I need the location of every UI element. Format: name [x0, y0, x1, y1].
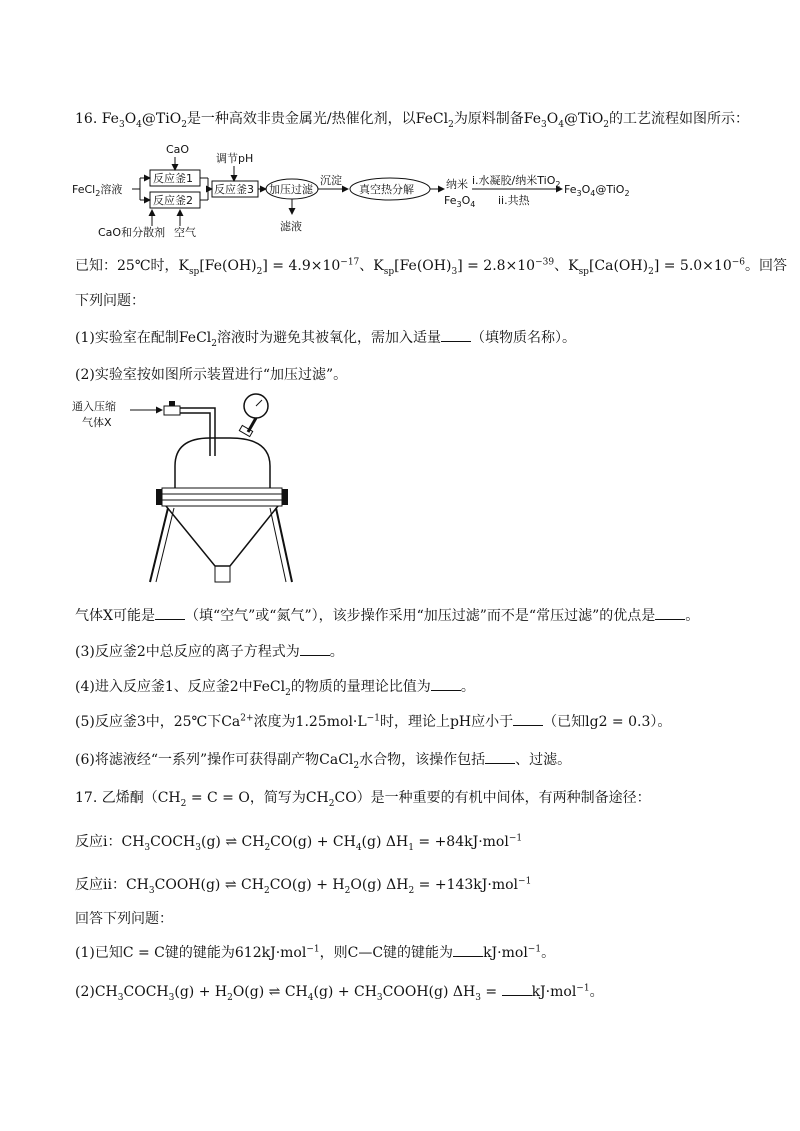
q17-reaction-1: 反应i：$CH_3COCH_3(g)$ ⇌ $CH_2CO(g) + CH_4(g) \Delta H_1 = +84kJ\cdot mol^{-1}$ [75, 833, 523, 853]
q16-part4: (4)进入反应釜1、反应釜2中FeCl$_2$的物质的量理论比值为 。 [75, 679, 475, 698]
flow-step-ii: ii.共热 [498, 194, 530, 207]
flow-nano: 纳米 [446, 178, 468, 191]
answer-blank[interactable] [513, 713, 543, 726]
q17-part1: (1)已知C = C键的键能为612kJ·mol$^{-1}$，则C—C键的键能为 kJ·mol$^{-1}$。 [75, 944, 556, 961]
q16-known-next: 下列问题： [75, 293, 145, 309]
flow-fe3o4: $Fe_3O_4$ [444, 194, 476, 209]
q16-part2: (2)实验室按如图所示装置进行“加压过滤”。 [75, 367, 348, 383]
q17-intro: 17. 乙烯酮（$CH_2 = C = O$，简写为$CH_2CO$）是一种重要的有机中间体，有两种制备途径： [75, 790, 651, 809]
flow-air: 空气 [174, 226, 196, 239]
svg-text:反应釜3: 反应釜3 [214, 183, 254, 196]
answer-blank[interactable] [300, 643, 330, 656]
answer-blank[interactable] [441, 329, 471, 342]
q16-known: 已知：25℃时，$K_{sp}[Fe(OH)_2] = 4.9\times 10^{-17}$、$K_{sp}[Fe(OH)_3] = 2.8\times 10^{-39}$、$K_{sp}[Ca(OH)_2] = 5.0\times 10^{-6}$。回答 [75, 257, 788, 277]
flow-step-i: i.水凝胶/纳米TiO$_2$ [472, 174, 561, 189]
answer-blank[interactable] [655, 607, 685, 620]
q17-answer-prompt: 回答下列问题： [75, 911, 173, 927]
answer-blank[interactable] [502, 983, 532, 996]
answer-blank[interactable] [155, 607, 185, 620]
flow-product: $Fe_3O_4@TiO_2$ [564, 183, 630, 198]
q16-part6: (6)将滤液经“一系列”操作可获得副产物CaCl$_2$水合物，该操作包括 、过滤。 [75, 752, 572, 771]
svg-text:真空热分解: 真空热分解 [359, 183, 414, 196]
q17-part2: $(2)CH_3COCH_3(g) + H_2O(g)$ ⇌ $CH_4(g)$ + $CH_3COOH(g) \Delta H_3 = kJ\cdot mol^{-1}$。 [75, 983, 604, 1003]
gas-x-label-2: 气体X [82, 416, 112, 429]
q16-part3: (3)反应釜2中总反应的离子方程式为 。 [75, 644, 344, 660]
q17-reaction-2: 反应ii：$CH_3COOH(g)$ ⇌ $CH_2CO(g) + H_2O(g) \Delta H_2 = +143kJ\cdot mol^{-1}$ [75, 876, 532, 896]
flow-precipitate: 沉淀 [320, 174, 342, 187]
answer-blank[interactable] [485, 751, 515, 764]
q16-intro: 16. $Fe_3O_4@TiO_2$是一种高效非贵金属光/热催化剂，以FeCl$_2$为原料制备$Fe_3O_4@TiO_2$的工艺流程如图所示： [75, 111, 750, 130]
flow-fecl2-solution: FeCl$_2$溶液 [72, 183, 123, 198]
answer-blank[interactable] [453, 944, 483, 957]
gas-x-label-1: 通入压缩 [72, 400, 116, 413]
flow-filtrate: 滤液 [280, 220, 302, 233]
answer-blank[interactable] [431, 678, 461, 691]
flow-cao-dispersant: CaO和分散剂 [98, 226, 166, 239]
svg-text:反应釜2: 反应釜2 [153, 194, 193, 207]
pressure-filter-apparatus [70, 396, 300, 596]
svg-text:加压过滤: 加压过滤 [269, 183, 313, 196]
q16-part5: (5)反应釜3中，25℃下$Ca^{2+}$浓度为$1.25mol\cdot L^{-1}$时，理论上pH应小于 （已知lg2 = 0.3）。 [75, 713, 672, 730]
q16-part1: (1)实验室在配制FeCl$_2$溶液时为避免其被氧化，需加入适量 （填物质名称）。 [75, 330, 576, 349]
q16-part2b: 气体X可能是 （填“空气”或“氮气”），该步操作采用“加压过滤”而不是“常压过滤”的优点是 。 [75, 608, 700, 624]
flow-adjust-ph: 调节pH [216, 152, 254, 165]
flow-cao: CaO [166, 143, 190, 156]
process-flow-diagram [70, 138, 710, 243]
svg-text:反应釜1: 反应釜1 [153, 172, 193, 185]
